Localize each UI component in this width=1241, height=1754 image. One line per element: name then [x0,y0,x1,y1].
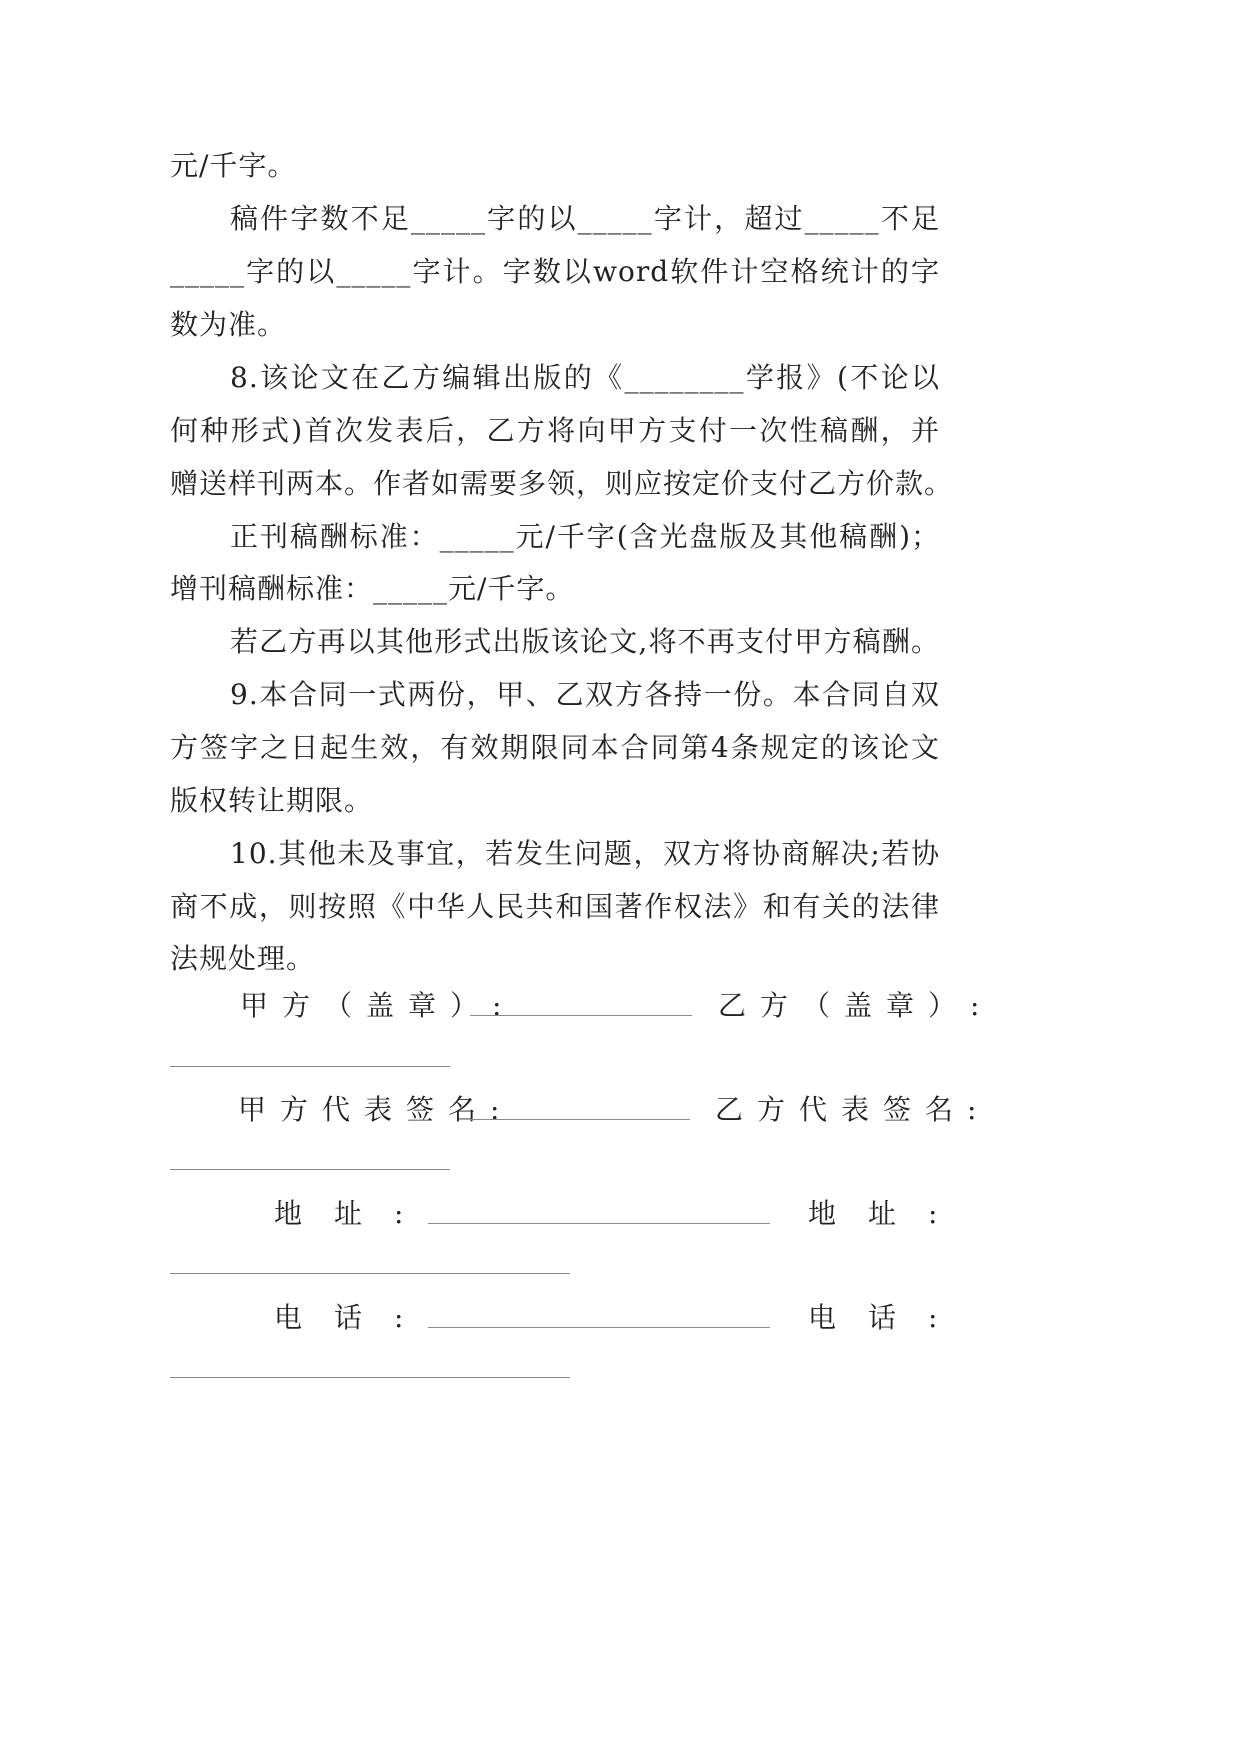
party-a-seal-blank [470,1015,692,1016]
text-line: 若乙方再以其他形式出版该论文,将不再支付甲方稿酬。 [230,625,940,658]
text-line: 方签字之日起生效，有效期限同本合同第4条规定的该论文 [170,731,940,764]
text-line: 法规处理。 [170,942,316,975]
party-b-representative-blank [170,1169,450,1170]
text-line: 版权转让期限。 [170,784,374,817]
text-line: 数为准。 [170,308,287,341]
text-line: 增刊稿酬标准：_____元/千字。 [170,572,575,605]
party-b-phone-blank [170,1377,570,1378]
party-a-phone-label: 电话: [274,1301,436,1334]
party-a-seal-label: 甲方（盖章）: [240,989,516,1022]
party-b-representative-label: 乙方代表签名: [715,1093,991,1126]
party-a-phone-blank [428,1327,770,1328]
party-b-address-blank [170,1273,570,1274]
text-line: 10.其他未及事宜，若发生问题，双方将协商解决;若协 [230,837,940,870]
text-line: 商不成，则按照《中华人民共和国著作权法》和有关的法律 [170,890,940,923]
party-a-representative-blank [470,1119,690,1120]
text-line: 9.本合同一式两份，甲、乙双方各持一份。本合同自双 [230,678,940,711]
text-line: 8.该论文在乙方编辑出版的《________学报》(不论以 [230,361,940,394]
party-a-address-blank [428,1223,770,1224]
text-line: 赠送样刊两本。作者如需要多领，则应按定价支付乙方价款。 [170,467,954,500]
text-line: 正刊稿酬标准：_____元/千字(含光盘版及其他稿酬)； [230,520,940,553]
party-b-phone-label: 电话: [808,1301,970,1334]
text-line: 元/千字。 [170,149,297,182]
text-line: 何种形式)首次发表后，乙方将向甲方支付一次性稿酬，并 [170,414,940,447]
party-a-representative-label: 甲方代表签名: [238,1093,514,1126]
text-line: _____字的以_____字计。字数以word软件计空格统计的字 [170,255,940,288]
text-line: 稿件字数不足_____字的以_____字计，超过_____不足 [230,202,940,235]
party-a-address-label: 地址: [274,1197,436,1230]
party-b-address-label: 地址: [808,1197,970,1230]
party-b-seal-blank [170,1066,450,1067]
party-b-seal-label: 乙方（盖章）: [718,989,994,1022]
